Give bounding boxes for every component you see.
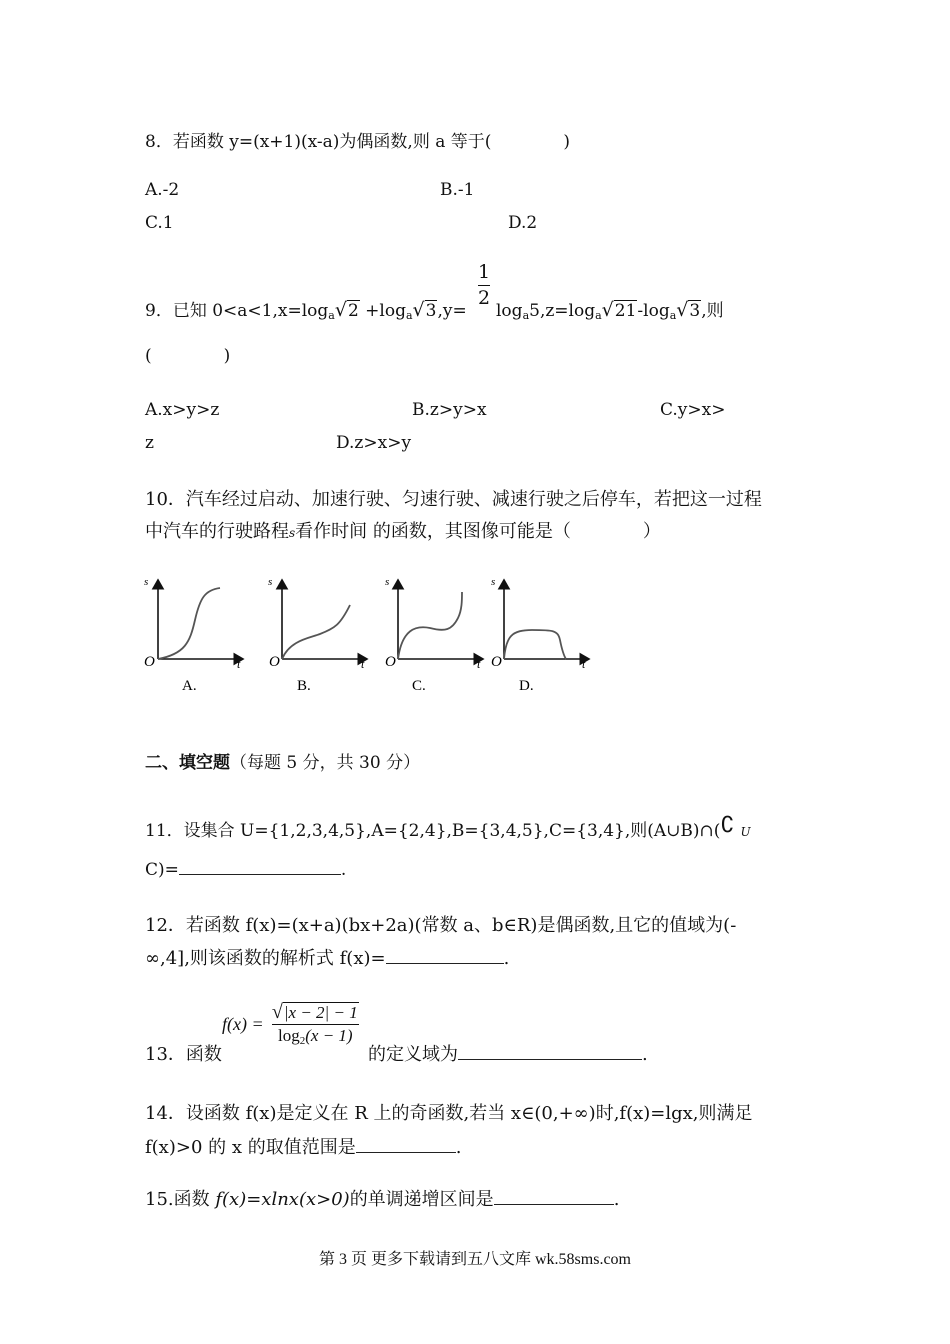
q9-minus-log: -log (637, 301, 670, 321)
q13-den-log: log (278, 1026, 300, 1045)
q13-formula (222, 1002, 359, 1047)
graph-c-label: C. (412, 678, 426, 694)
graph-a-origin: O (144, 654, 155, 670)
graph-d-label: D. (519, 678, 534, 694)
graph-b-t-label: t (361, 657, 365, 671)
q10-line2 (145, 517, 661, 543)
q10-line1: 10．汽车经过启动、加速行驶、匀速行驶、减速行驶之后停车，若把这一过程 (145, 489, 762, 510)
q10-line2-a: 中汽车的行驶路程 (145, 521, 289, 542)
graph-b-s-label: s (268, 576, 273, 588)
graph-c-s-label: s (385, 576, 390, 588)
q15-line (145, 1185, 619, 1211)
graph-c-t-label: t (477, 657, 481, 671)
q9-sub-a-5: a (669, 309, 677, 322)
q9-sub-a-2: a (405, 309, 413, 322)
sqrt-icon: √ (601, 299, 614, 321)
q15-expr: f(x)=xlnx(x>0) (215, 1189, 350, 1210)
q14-answer-blank[interactable] (356, 1138, 456, 1153)
q12-line2 (145, 944, 509, 970)
q10-graphs (140, 570, 600, 700)
q9-prefix: 9．已知 0<a<1,x=log (145, 301, 329, 321)
q9-sqrt3-b: 3 (689, 301, 701, 321)
graph-a-t-label: t (237, 657, 241, 671)
page-footer: 第 3 页 更多下载请到五八文库 wk.58sms.com (318, 1251, 631, 1268)
q11-line2-text: C)= (145, 860, 179, 880)
graph-b-origin: O (269, 654, 280, 670)
q9-sub-a-4: a (595, 309, 602, 322)
q13-prefix: 13．函数 (145, 1044, 222, 1065)
graph-d-curve (504, 630, 566, 659)
section2-header (145, 748, 420, 773)
graph-a-label: A. (182, 678, 197, 694)
sqrt-icon: √ (271, 1001, 283, 1023)
q9-option-c-cont: z (145, 433, 154, 453)
graph-c (385, 576, 483, 694)
q13-denominator (272, 1027, 359, 1047)
q12-line2-text: ∞,4],则该函数的解析式 f(x)= (145, 948, 386, 969)
q13-numerator-text: |x − 2| − 1 (283, 1003, 358, 1022)
q13-den-arg: (x − 1) (305, 1026, 353, 1045)
q10-s-symbol: s (289, 526, 296, 540)
graph-a (144, 576, 243, 694)
q11-line2-end: . (340, 860, 347, 880)
q9-half-den: 2 (478, 286, 491, 309)
q9-option-a: A.x>y>z (145, 400, 220, 420)
q15-suffix: 的单调递增区间是 (349, 1189, 494, 1210)
q13-den-sub: 2 (299, 1035, 306, 1047)
q11-line1 (145, 813, 751, 841)
q8-close-paren: ) (563, 132, 571, 152)
q13-fx: f(x) = (222, 1014, 264, 1034)
q14-line2 (145, 1133, 461, 1159)
q9-option-d: D.z>x>y (336, 433, 412, 453)
q9-sqrt2: 2 (347, 301, 359, 321)
q11-answer-blank[interactable] (179, 860, 341, 875)
graph-b (268, 576, 367, 694)
q9-sub-a-1: a (328, 309, 335, 322)
q11-u-sub: U (740, 825, 751, 839)
graph-d-origin: O (491, 654, 502, 670)
q13-suffix-text: 的定义域为 (368, 1044, 458, 1065)
q9-answer-paren (145, 346, 230, 366)
q13-fraction (272, 1002, 359, 1047)
q15-prefix: 15.函数 (145, 1189, 216, 1210)
graph-b-curve (282, 605, 350, 659)
q10-line2-b: 看作时间 的函数，其图像可能是（ (295, 521, 571, 542)
q13-end: . (642, 1044, 648, 1065)
q12-line1: 12．若函数 f(x)=(x+a)(bx+2a)(常数 a、b∈R)是偶函数,且它的值域为(- (145, 915, 737, 936)
q10-line2-close: ） (642, 521, 661, 542)
section2-note: （每题 5 分，共 30 分） (230, 753, 421, 773)
q9-sqrt3: 3 (425, 301, 437, 321)
q13-numerator (272, 1002, 359, 1022)
q9-log5-tail: 5,z=log (529, 301, 596, 321)
q11-line2 (145, 860, 346, 880)
graph-a-s-label: s (144, 576, 149, 588)
q13-answer-blank[interactable] (458, 1045, 642, 1060)
q12-line2-end: . (503, 948, 510, 969)
q14-line1: 14．设函数 f(x)是定义在 R 上的奇函数,若当 x∈(0,+∞)时,f(x)=lgx,则满足 (145, 1103, 753, 1124)
graph-a-curve (158, 588, 220, 659)
q13-suffix (368, 1040, 648, 1066)
q9-half-num: 1 (478, 261, 491, 283)
q9-half-fraction (478, 262, 490, 309)
q8-stem-text: 8．若函数 y=(x+1)(x-a)为偶函数,则 a 等于( (145, 132, 492, 152)
q11-complement-symbol: ∁ (720, 813, 735, 838)
sqrt-icon: √ (676, 299, 689, 321)
q14-line2-text: f(x)>0 的 x 的取值范围是 (145, 1137, 356, 1158)
section2-title: 二、填空题 (145, 753, 230, 773)
q8-option-c: C.1 (145, 213, 174, 233)
q9-option-c: C.y>x> (660, 400, 726, 420)
sqrt-icon: √ (334, 299, 347, 321)
q9-plus-log: +log (365, 301, 406, 321)
graph-d-s-label: s (491, 576, 496, 588)
q8-stem (145, 127, 570, 152)
graph-c-curve (398, 592, 462, 659)
q14-line2-end: . (455, 1137, 462, 1158)
q11-line1-text: 11．设集合 U={1,2,3,4,5},A={2,4},B={3,4,5},C={3,4},则(A∪B)∩( (145, 821, 721, 841)
graph-b-label: B. (297, 678, 311, 694)
q9-option-b: B.z>y>x (412, 400, 487, 420)
q8-option-d: D.2 (508, 213, 538, 233)
graph-d-t-label: t (582, 657, 586, 671)
q9-sub-a-3: a (522, 309, 530, 322)
graph-d (491, 576, 589, 694)
q15-end: . (613, 1189, 620, 1210)
sqrt-icon: √ (412, 299, 425, 321)
q8-option-b: B.-1 (440, 180, 475, 200)
q15-answer-blank[interactable] (494, 1190, 614, 1205)
q9-log5: log (496, 301, 523, 321)
graph-c-origin: O (385, 654, 396, 670)
q9-paren-open: ( (145, 346, 152, 366)
q9-tail: ,则 (701, 301, 724, 321)
q9-paren-close: ) (223, 346, 231, 366)
q9-sqrt21: 21 (614, 301, 637, 321)
q12-answer-blank[interactable] (386, 949, 504, 964)
q8-option-a: A.-2 (145, 180, 180, 200)
q9-y-eq: ,y= (437, 301, 467, 321)
